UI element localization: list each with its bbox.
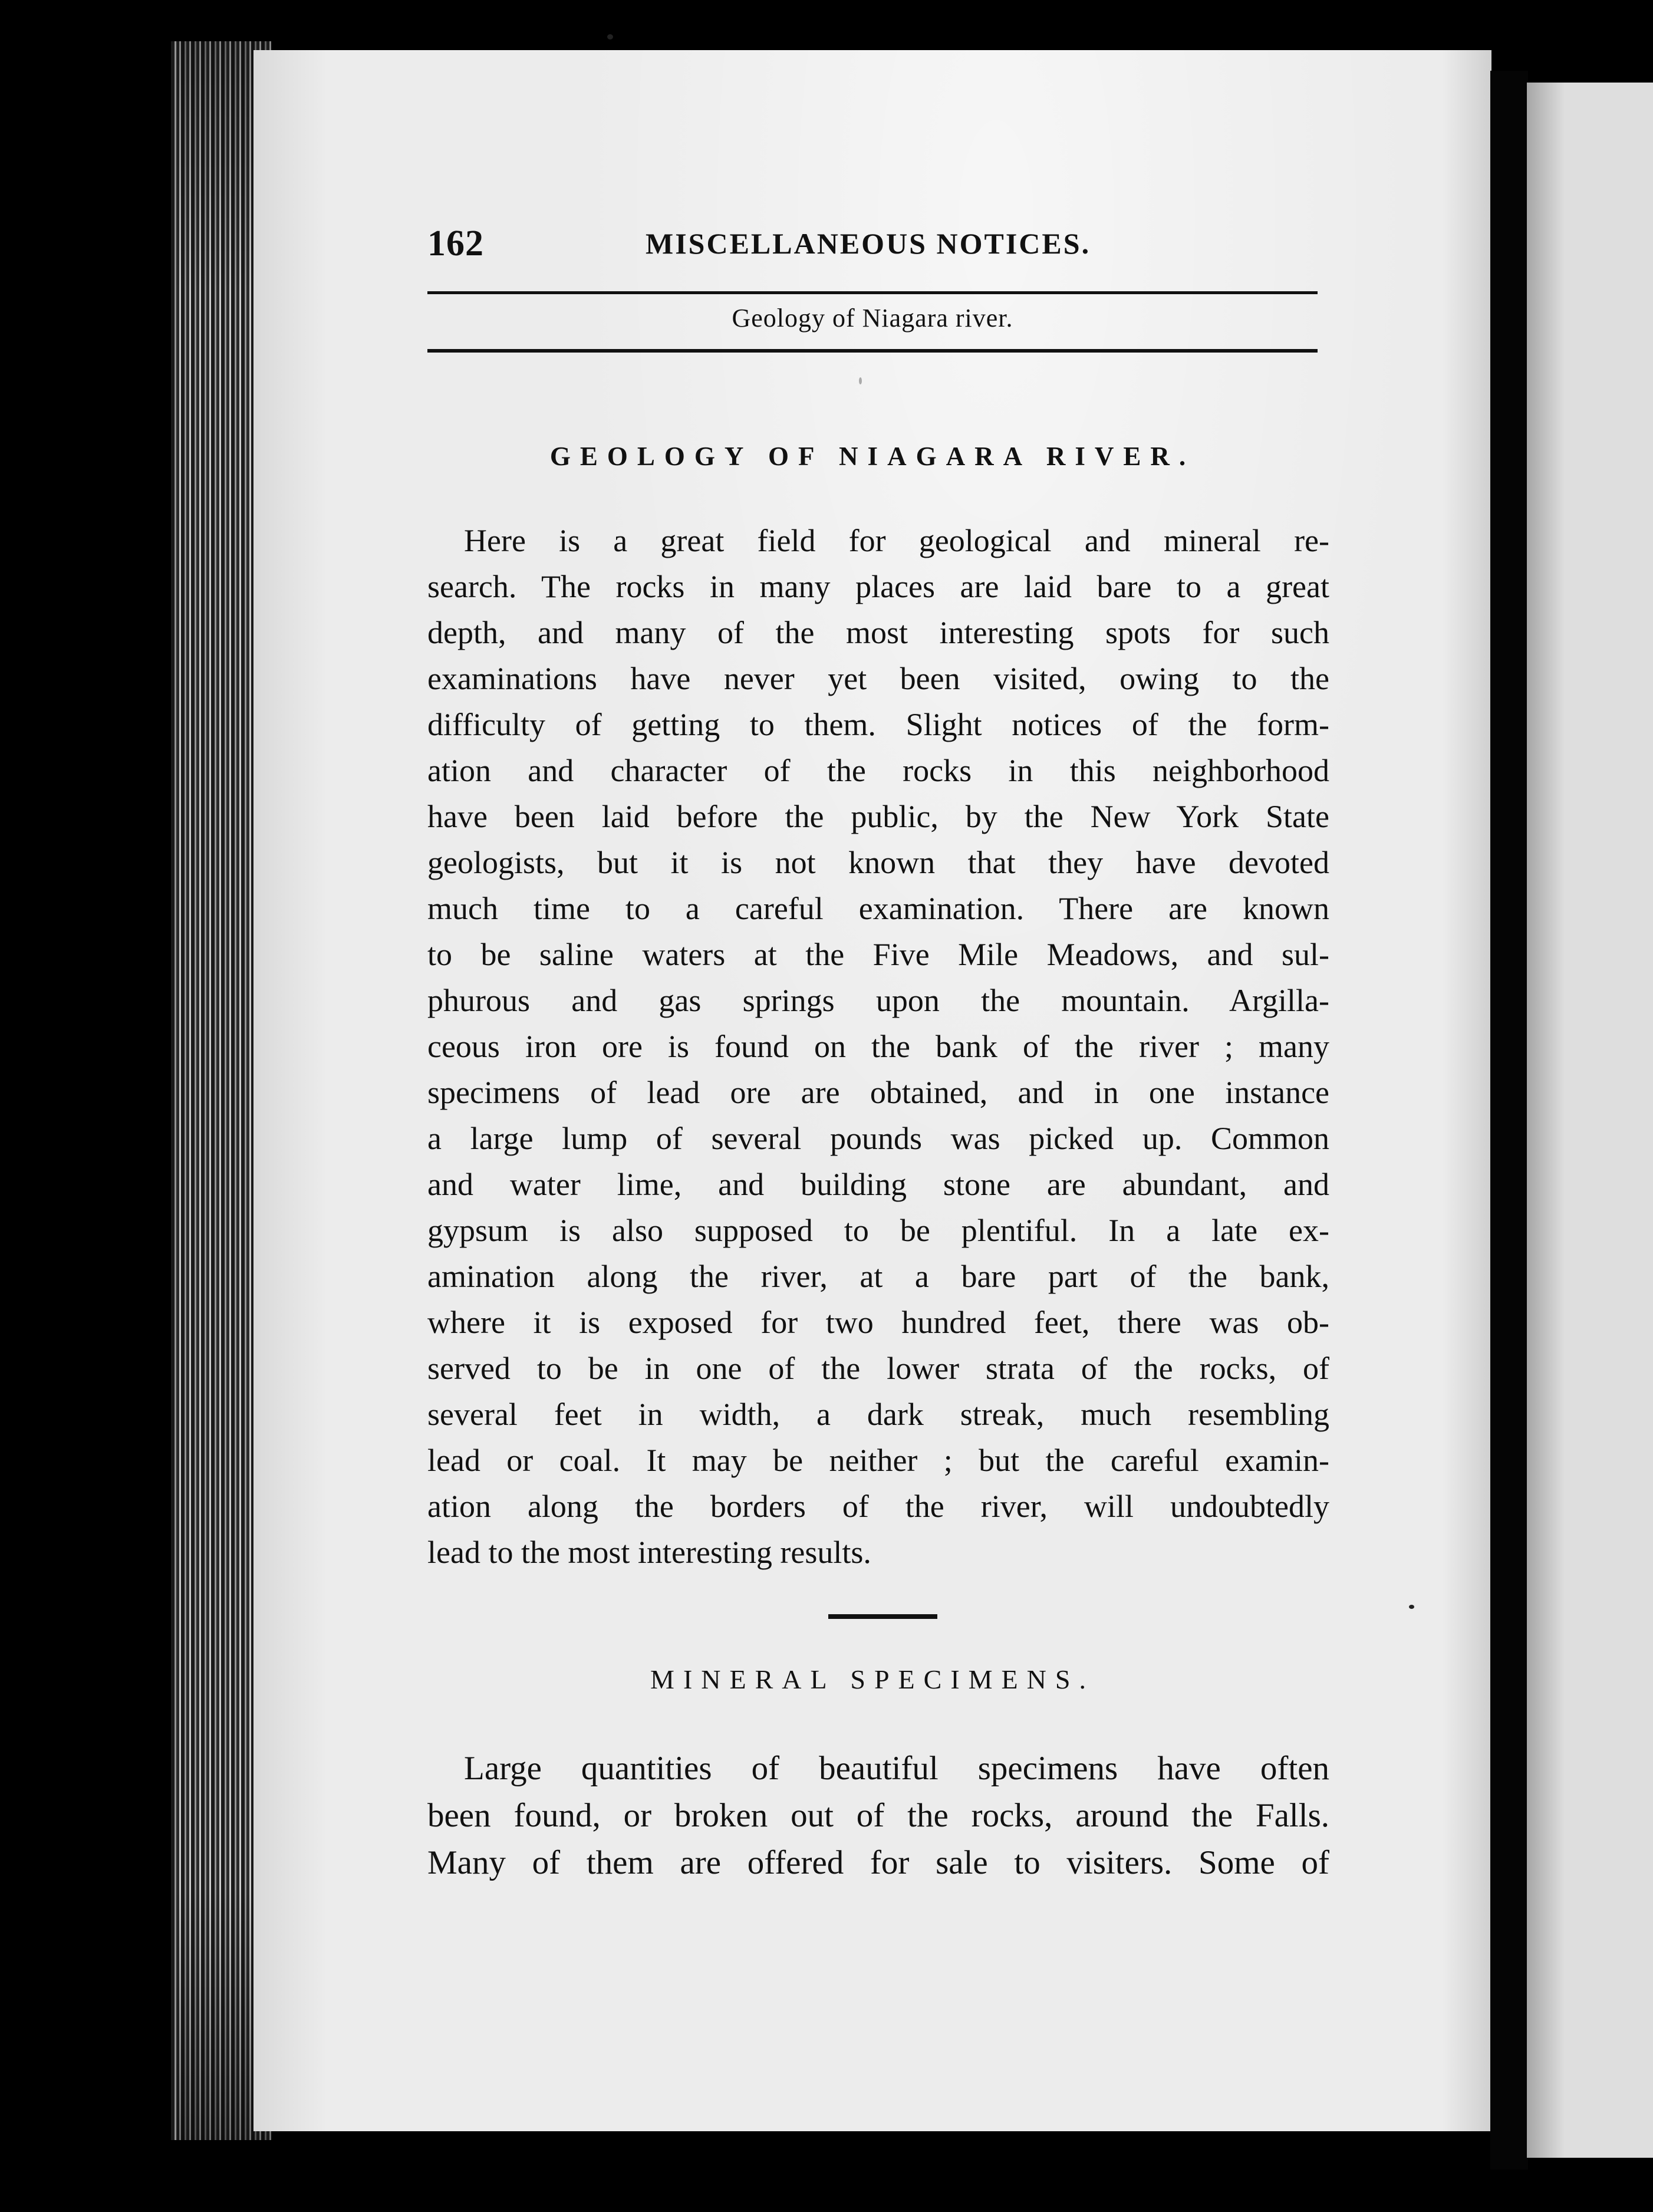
text-line: ation along the borders of the river, will undoubtedly (427, 1489, 1329, 1524)
text-line: been found, or broken out of the rocks, around the Falls. (427, 1797, 1329, 1834)
section-body (427, 1745, 1329, 1887)
text-line: to be saline waters at the Five Mile Meadows, and sul- (427, 937, 1329, 972)
text-line: depth, and many of the most interesting spots for such (427, 615, 1329, 650)
text-line: and water lime, and building stone are abundant, and (427, 1167, 1329, 1202)
running-title: MISCELLANEOUS NOTICES. (646, 227, 1091, 260)
text-line: search. The rocks in many places are laid bare to a great (427, 569, 1329, 604)
section-title: MINERAL SPECIMENS. (650, 1664, 1095, 1694)
text-line: examinations have never yet been visited, owing to the (427, 661, 1329, 696)
text-line: phurous and gas springs upon the mountain. Argilla- (427, 983, 1329, 1018)
text-line: ation and character of the rocks in this neighborhood (427, 753, 1329, 788)
facing-page-edge (1527, 83, 1653, 2158)
header-rule-top (427, 291, 1318, 294)
text-line: Many of them are offered for sale to visiters. Some of (427, 1844, 1329, 1881)
text-line: difficulty of getting to them. Slight notices of the form- (427, 707, 1329, 742)
header-rule-bottom (427, 349, 1318, 353)
text-line: a large lump of several pounds was picked up. Common (427, 1121, 1329, 1156)
section-separator (828, 1614, 937, 1619)
section-title: GEOLOGY OF NIAGARA RIVER. (549, 442, 1196, 471)
ink-speck (859, 377, 862, 384)
text-line: much time to a careful examination. There are known (427, 891, 1329, 926)
ink-speck (607, 34, 613, 40)
text-line: amination along the river, at a bare part of the bank, (427, 1259, 1329, 1294)
book-gutter (1490, 71, 1528, 2170)
text-line: where it is exposed for two hundred feet, there was ob- (427, 1305, 1329, 1340)
running-head (427, 223, 1329, 270)
text-line: ceous iron ore is found on the bank of the river ; many (427, 1029, 1329, 1064)
text-line: geologists, but it is not known that they have devoted (427, 845, 1329, 880)
text-line: gypsum is also supposed to be plentiful. In a late ex- (427, 1213, 1329, 1248)
text-line: specimens of lead ore are obtained, and in one instance (427, 1075, 1329, 1110)
text-line: have been laid before the public, by the New York State (427, 799, 1329, 834)
page-subhead: Geology of Niagara river. (732, 304, 1013, 333)
page-number: 162 (427, 223, 484, 264)
section-body (427, 518, 1329, 1575)
text-line: Here is a great field for geological and mineral re- (464, 523, 1329, 558)
text-line: served to be in one of the lower strata of the rocks, of (427, 1351, 1329, 1386)
ink-speck (1409, 1605, 1414, 1609)
text-line: Large quantities of beautiful specimens have often (464, 1750, 1329, 1787)
text-line: lead to the most interesting results. (427, 1535, 871, 1570)
text-line: lead or coal. It may be neither ; but the careful examin- (427, 1443, 1329, 1478)
text-line: several feet in width, a dark streak, much resembling (427, 1397, 1329, 1432)
